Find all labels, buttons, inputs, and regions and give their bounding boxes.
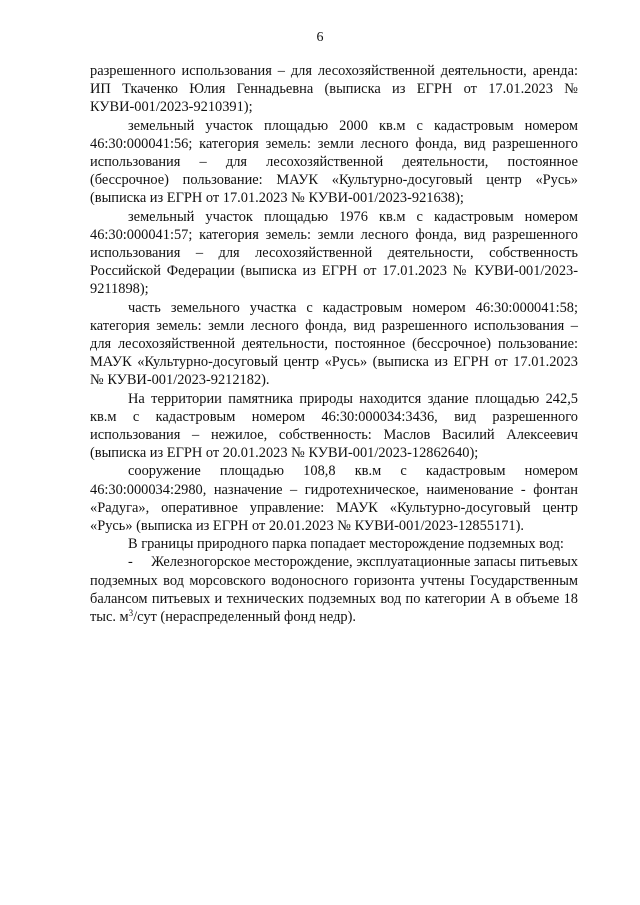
bullet-marker: - [128, 554, 133, 571]
bullet-text-end: /сут (нераспределенный фонд недр). [133, 609, 356, 626]
page-number: 6 [316, 30, 324, 45]
superscript: 3 [128, 608, 134, 619]
document-body [90, 62, 578, 626]
paragraph: сооружение площадью 108,8 кв.м с кадастровым номером 46:30:000034:2980, назначение – гидротехническое, наименование - фонтан «Радуга», оперативное управление: МАУК «Культурно-досуговый центр «Русь» (выписка из ЕГРН от 20.01.2023 № КУВИ-001/2023-12855171). [90, 463, 578, 535]
paragraph: часть земельного участка с кадастровым номером 46:30:000041:58; категория земель: земли лесного фонда, вид разрешенного использования – для лесохозяйственной деятельности, постоянное (бессрочное) пользование: МАУК «Культурно-досуговый центр «Русь» (выписка из ЕГРН от 17.01.2023 № КУВИ-001/2023-9212182). [90, 299, 578, 389]
paragraph: На территории памятника природы находится здание площадью 242,5 кв.м с кадастровым номером 46:30:000034:3436, вид разрешенного использования – нежилое, собственность: Маслов Василий Алексеевич (выписка из ЕГРН от 20.01.2023 № КУВИ-001/2023-12862640); [90, 390, 578, 462]
bullet-item [90, 553, 578, 626]
paragraph: В границы природного парка попадает месторождение подземных вод: [128, 536, 564, 553]
paragraph: земельный участок площадью 1976 кв.м с кадастровым номером 46:30:000041:57; категория земель: земли лесного фонда, вид разрешенного использования – для лесохозяйственной деятельности, собственность Российской Федерации (выписка из ЕГРН от 17.01.2023 № КУВИ-001/2023-9211898); [90, 208, 578, 298]
bullet-text: Железногорское месторождение, эксплуатационные запасы питьевых подземных вод морсовского водоносного горизонта учтены Государственным балансом питьевых и технических подземных вод по категории А в объеме 18 тыс. м [90, 554, 578, 626]
paragraph: разрешенного использования – для лесохозяйственной деятельности, аренда: ИП Ткаченко Юлия Геннадьевна (выписка из ЕГРН от 17.01.2023 № КУВИ-001/2023-9210391); [90, 63, 578, 116]
paragraph: земельный участок площадью 2000 кв.м с кадастровым номером 46:30:000041:56; категория земель: земли лесного фонда, вид разрешенного использования – для лесохозяйственной деятельности, постоянное (бессрочное) пользование: МАУК «Культурно-досуговый центр «Русь» (выписка из ЕГРН от 17.01.2023 № КУВИ-001/2023-921638); [90, 117, 578, 207]
